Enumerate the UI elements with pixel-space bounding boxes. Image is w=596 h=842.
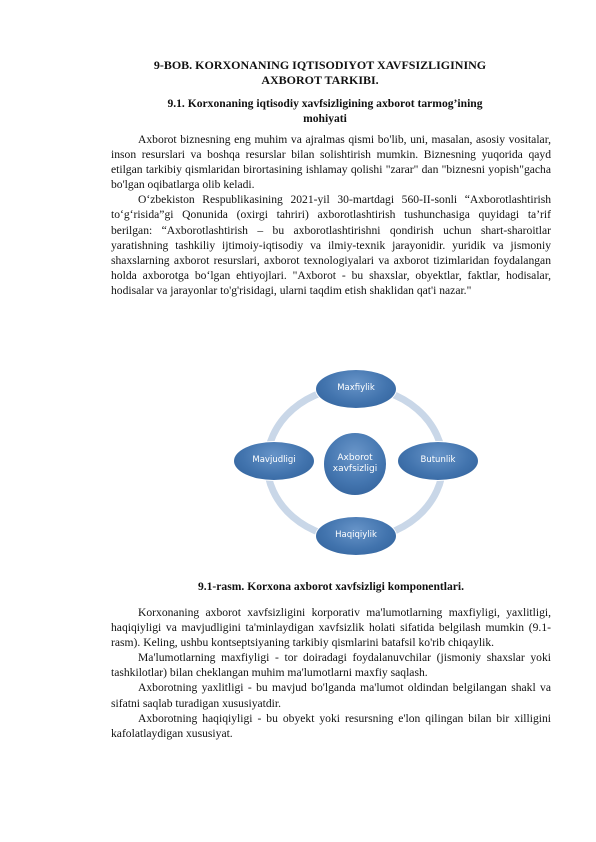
paragraph: Axborot biznesning eng muhim va ajralmas qismi bo'lib, uni, masalan, asosiy vositalar, inson resurslari va boshqa resurslar bilan solishtirish mumkin. Biznesning yuqorida qayd etilgan tarkibiy qismlaridan birortasining ishlamay qolishi "zarar" dan "biznesni yopish"gacha bo'lgan oqibatlarga olib keladi. <box>111 133 551 192</box>
intro-text <box>111 132 551 298</box>
section-title <box>135 96 515 126</box>
center-label-line-2: xavfsizligi <box>332 464 378 474</box>
paragraph: Axborotning yaxlitligi - bu mavjud bo'lganda ma'lumot oldindan belgilangan shakl va sifatni saqlab turadigan xususiyatdir. <box>111 681 551 710</box>
chapter-title <box>120 58 520 88</box>
paragraph: Korxonaning axborot xavfsizligini korporativ ma'lumotlarning maxfiyligi, yaxlitligi, haqiqiyligi va mavjudligini ta'minlaydigan xavfsizlik holati sifatida belgilash mumkin (9.1-rasm). Keling, ushbu kontseptsiyaning tarkibiy qismlarini batafsil ko'rib chiqaylik. <box>111 606 551 650</box>
security-components-diagram <box>230 362 480 562</box>
section-title-line-1: 9.1. Korxonaning iqtisodiy xavfsizligining axborot tarmog’ining <box>167 97 483 110</box>
section-title-line-2: mohiyati <box>303 112 347 125</box>
chapter-title-line-2: AXBOROT TARKIBI. <box>261 73 379 87</box>
node-haqiqiylik: Haqiqiylik <box>315 516 397 556</box>
node-maxfiylik: Maxfiylik <box>315 369 397 409</box>
center-label-line-1: Axborot <box>337 453 373 463</box>
components-text <box>111 605 551 741</box>
node-butunlik: Butunlik <box>397 441 479 481</box>
node-mavjudligi: Mavjudligi <box>233 441 315 481</box>
chapter-title-line-1: 9-BOB. KORXONANING IQTISODIYOT XAVFSIZLIGINING <box>153 58 487 72</box>
paragraph: O‘zbekiston Respublikasining 2021-yil 30-martdagi 560-II-sonli “Axborotlashtirish to‘g‘risida”gi Qonunida (oxirgi tahriri) axborotlashtirish tushunchasiga quyidagi ta’rif berilgan: “Axborotlashtirish – bu axborotlashtirishni qondirish uchun shart-sharoitlar yaratishning tashkiliy ijtimoiy-iqtisodiy va ilmiy-texnik jarayonidir. yuridik va jismoniy shaxslarning axborot resurslari, axborot texnologiyalari va axborot tizimlaridan foydalangan holda axborotga bo‘lgan ehtiyojlari. "Axborot - bu shaxslar, obyektlar, faktlar, hodisalar, hodisalar va jarayonlar to'g'risidagi, ularni taqdim etish shaklidan qat'i nazar." <box>111 193 551 297</box>
paragraph: Ma'lumotlarning maxfiyligi - tor doiradagi foydalanuvchilar (jismoniy shaxslar yoki tashkilotlar) bilan cheklangan muhim ma'lumotlarni maxfiy saqlash. <box>111 651 551 680</box>
paragraph: Axborotning haqiqiyligi - bu obyekt yoki resursning e'lon qilingan bilan bir xilligini kafolatlaydigan xususiyat. <box>111 711 551 740</box>
figure-caption: 9.1-rasm. Korxona axborot xavfsizligi komponentlari. <box>197 580 465 593</box>
node-center <box>323 432 387 496</box>
